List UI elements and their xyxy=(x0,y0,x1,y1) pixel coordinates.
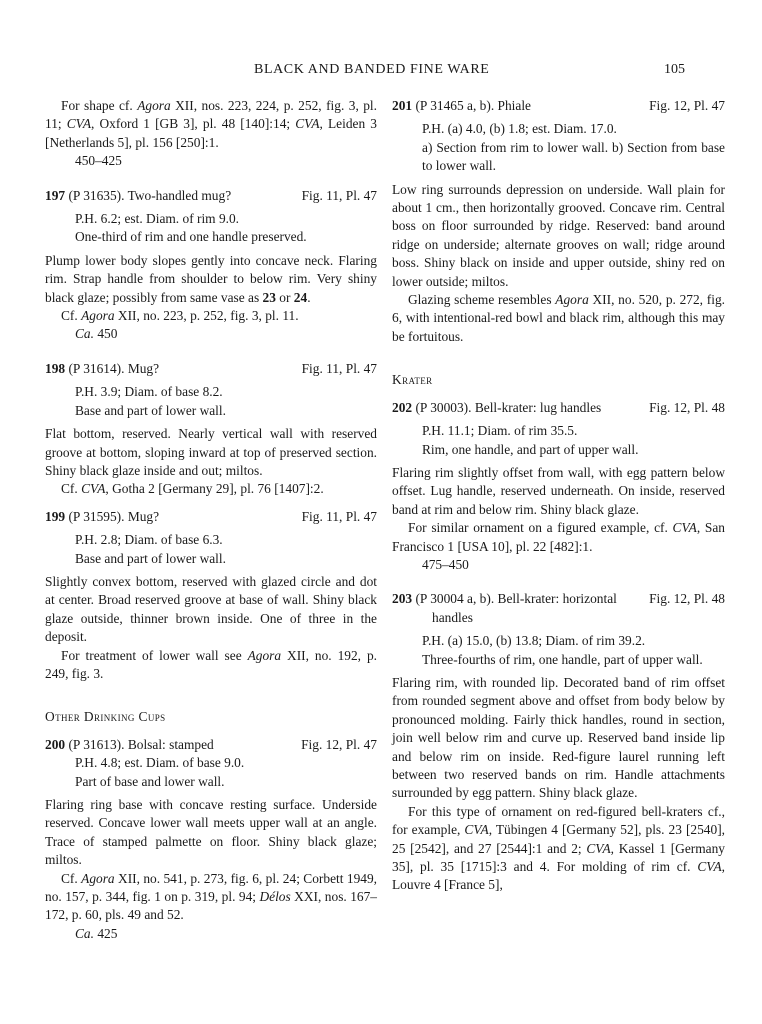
page-number: 105 xyxy=(664,62,685,77)
entry-198-comparanda: Cf. CVA, Gotha 2 [Germany 29], pl. 76 [1407]:2. xyxy=(61,481,324,497)
entry-198-figure-ref: Fig. 11, Pl. 47 xyxy=(301,360,377,376)
running-header: BLACK AND BANDED FINE WARE xyxy=(254,62,490,77)
entry-198-dimensions: P.H. 3.9; Diam. of base 8.2. xyxy=(75,384,223,400)
entry-197-description: Plump lower body slopes gently into concave neck. Flaring rim. Strap handle from shoulder to below rim. Very shiny black glaze; possibly from same vase as 23 or 24. xyxy=(45,252,377,305)
entry-203-figure-ref: Fig. 12, Pl. 48 xyxy=(649,591,725,607)
entry-202-dimensions: P.H. 11.1; Diam. of rim 35.5. xyxy=(422,423,578,439)
entry-199-comparanda: For treatment of lower wall see Agora XII, no. 192, p. 249, fig. 3. xyxy=(45,647,378,681)
entry-202-preserved: Rim, one handle, and part of upper wall. xyxy=(422,441,639,457)
entry-203-description: Flaring rim, with rounded lip. Decorated band of rim offset from rounded segment above and offset from body below by pronounced molding. Fairly thick handles, round in section, join well below rim and curve up. Reserved band inside lip and below rim on inside. Red-figure laurel running left between two reserved bands on rim. Handle attachments surrounded by egg pattern. Shiny black glaze. xyxy=(392,674,725,801)
entry-201-description: Low ring surrounds depression on underside. Wall plain for about 1 cm., then horizontally grooved. Concave rim. Central boss on floor surrounded by ridge. Reserved: band around ridge on underside; alternate grooves on wall; ridge around boss. Shiny black on inside and upper outside, shiny red on lower outside; miltos. xyxy=(392,181,725,289)
entry-203-heading: 203 (P 30004 a, b). Bell-krater: horizontal handles Fig. 12, Pl. 48 xyxy=(392,591,725,625)
entry-197-dimensions: P.H. 6.2; est. Diam. of rim 9.0. xyxy=(75,211,240,227)
entry-197-date: Ca. 450 xyxy=(75,326,118,342)
entry-200-description: Flaring ring base with concave resting surface. Underside reserved. Concave lower wall meets upper wall at an angle. Trace of stamped palmette on floor. Shiny black glaze; miltos. xyxy=(45,797,377,868)
entry-197-comparanda: Cf. Agora XII, no. 223, p. 252, fig. 3, pl. 11. xyxy=(61,308,299,324)
entry-203-comparanda: For this type of ornament on red-figured bell-kraters cf., for example, CVA, Tübingen 4 [Germany 52], pls. 23 [2540], 25 [2542], and 27 [2544]:1 and 2; CVA, Kassel 1 [Germany 35], pl. 35 [1715]:3 and 4. For molding of rim cf. CVA, Louvre 4 [France 5], xyxy=(392,803,725,893)
entry-197-figure-ref: Fig. 11, Pl. 47 xyxy=(301,187,377,203)
entry-198-heading: 198 (P 31614). Mug? Fig. 11, Pl. 47 xyxy=(45,360,377,378)
entry-201-heading: 201 (P 31465 a, b). Phiale Fig. 12, Pl. 47 xyxy=(392,97,725,115)
entry-201-figure-ref: Fig. 12, Pl. 47 xyxy=(649,98,725,113)
intro-date: 450–425 xyxy=(75,153,122,169)
entry-202-description: Flaring rim slightly offset from wall, with egg pattern below offset. Lug handle, reserved underneath. On inside, reserved band at rim and below rim. Shiny black glaze. xyxy=(392,464,725,517)
entry-202-figure-ref: Fig. 12, Pl. 48 xyxy=(649,399,725,415)
intro-paragraph: For shape cf. Agora XII, nos. 223, 224, p. 252, fig. 3, pl. 11; CVA, Oxford 1 [GB 3], pl. 48 [140]:14; CVA, Leiden 3 [Netherlands 5], pl. 156 [250]:1. xyxy=(45,98,378,150)
entry-200-figure-ref: Fig. 12, Pl. 47 xyxy=(301,736,377,752)
entry-200-comparanda: Cf. Agora XII, no. 541, p. 273, fig. 6, pl. 24; Corbett 1949, no. 157, p. 344, fig. 1 on p. 319, pl. 94; Délos XXI, nos. 167–172, p. 60, pls. 49 and 52. xyxy=(45,870,378,923)
entry-201-glazing-note: Glazing scheme resembles Agora XII, no. 520, p. 272, fig. 6, with intentional-red bowl and black rim, although this may be fortuitous. xyxy=(392,292,725,344)
entry-199-heading: 199 (P 31595). Mug? Fig. 11, Pl. 47 xyxy=(45,508,377,526)
section-heading-other-drinking-cups: Other Drinking Cups xyxy=(45,709,166,725)
entry-202-comparanda: For similar ornament on a figured example, cf. CVA, San Francisco 1 [USA 10], pl. 22 [482]:1. xyxy=(392,520,725,554)
entry-200-preserved: Part of base and lower wall. xyxy=(75,773,225,789)
section-heading-krater: Krater xyxy=(392,372,433,388)
entry-200-date: Ca. 425 xyxy=(75,925,118,941)
entry-197-heading: 197 (P 31635). Two-handled mug? Fig. 11, Pl. 47 xyxy=(45,187,377,205)
entry-201-preserved: a) Section from rim to lower wall. b) Section from base to lower wall. xyxy=(422,139,725,174)
entry-200-dimensions: P.H. 4.8; est. Diam. of base 9.0. xyxy=(75,755,245,771)
entry-202-heading: 202 (P 30003). Bell-krater: lug handles Fig. 12, Pl. 48 xyxy=(392,399,725,417)
entry-198-description: Flat bottom, reserved. Nearly vertical wall with reserved groove at bottom, sloping inward at top of preserved section. Shiny black glaze inside and out; miltos. xyxy=(45,426,377,478)
entry-200-heading: 200 (P 31613). Bolsal: stamped Fig. 12, Pl. 47 xyxy=(45,736,377,754)
entry-198-preserved: Base and part of lower wall. xyxy=(75,402,226,418)
entry-203-dimensions: P.H. (a) 15.0, (b) 13.8; Diam. of rim 39.2. xyxy=(422,633,646,649)
entry-199-preserved: Base and part of lower wall. xyxy=(75,550,226,566)
left-column xyxy=(45,97,377,943)
entry-199-description: Slightly convex bottom, reserved with glazed circle and dot at center. Broad reserved groove at base of wall. Shiny black glaze outside, thinner brown inside. One of three in the deposit. xyxy=(45,573,377,645)
entry-197-preserved: One-third of rim and one handle preserved. xyxy=(75,229,307,245)
right-column xyxy=(392,97,725,895)
entry-199-figure-ref: Fig. 11, Pl. 47 xyxy=(301,508,377,524)
entry-201-dimensions: P.H. (a) 4.0, (b) 1.8; est. Diam. 17.0. xyxy=(422,121,617,137)
entry-202-date: 475–450 xyxy=(422,556,469,572)
entry-199-dimensions: P.H. 2.8; Diam. of base 6.3. xyxy=(75,532,223,548)
entry-203-preserved: Three-fourths of rim, one handle, part of upper wall. xyxy=(422,651,703,667)
